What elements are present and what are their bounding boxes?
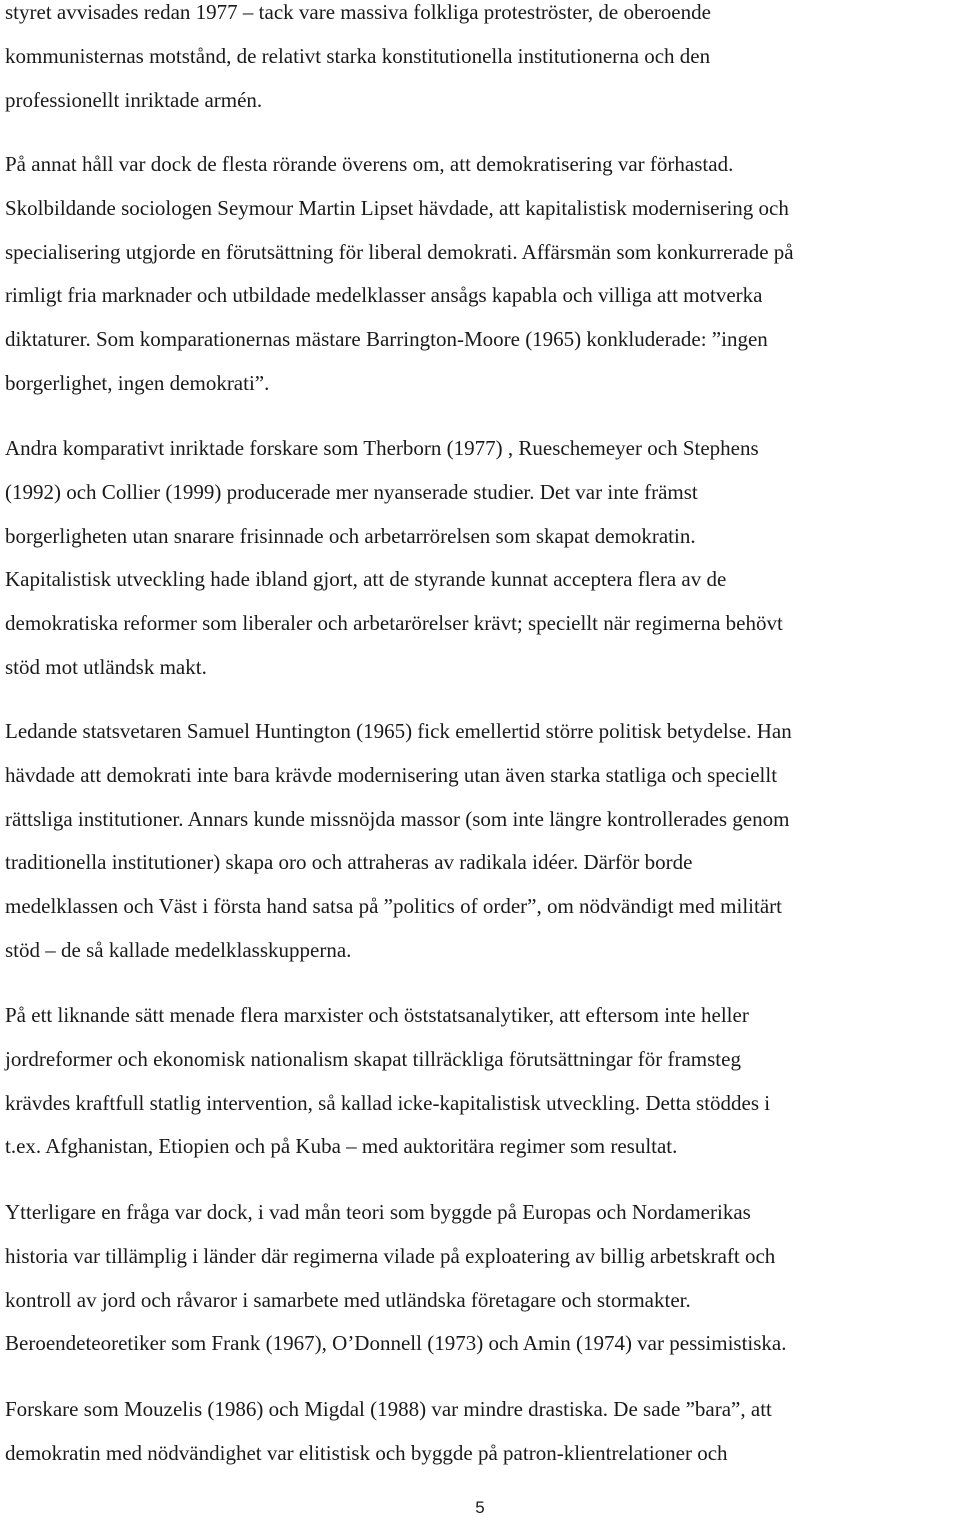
text-line: Skolbildande sociologen Seymour Martin Lipset hävdade, att kapitalistisk modernisering och bbox=[5, 195, 789, 220]
text-line: diktaturer. Som komparationernas mästare Barrington-Moore (1965) konkluderade: ”ingen bbox=[5, 327, 768, 352]
text-line: På annat håll var dock de flesta rörande överens om, att demokratisering var förhastad. bbox=[5, 152, 734, 176]
text-line: demokratiska reformer som liberaler och arbetarörelser krävt; speciellt när regimerna behövt bbox=[5, 611, 783, 636]
text-line: specialisering utgjorde en förutsättning för liberal demokrati. Affärsmän som konkurrerade på bbox=[5, 239, 794, 264]
text-line: Ytterligare en fråga var dock, i vad mån teori som byggde på Europas och Nordamerikas bbox=[5, 1200, 751, 1224]
text-line: t.ex. Afghanistan, Etiopien och på Kuba – med auktoritära regimer som resultat. bbox=[5, 1134, 678, 1159]
text-line: stöd mot utländsk makt. bbox=[5, 654, 207, 679]
text-line: Forskare som Mouzelis (1986) och Migdal (1988) var mindre drastiska. De sade ”bara”, att bbox=[5, 1397, 772, 1421]
paragraph-4 bbox=[5, 710, 957, 973]
text-line: Ledande statsvetaren Samuel Huntington (1965) fick emellertid större politisk betydelse. Han bbox=[5, 719, 792, 743]
page-number: 5 bbox=[475, 1498, 485, 1517]
paragraph-2 bbox=[5, 143, 957, 406]
text-line: jordreformer och ekonomisk nationalism skapat tillräckliga förutsättningar för framsteg bbox=[5, 1046, 741, 1071]
text-line: krävdes kraftfull statlig intervention, så kallad icke-kapitalistisk utveckling. Detta stöddes i bbox=[5, 1090, 771, 1115]
text-line: kommunisternas motstånd, de relativt starka konstitutionella institutionerna och den bbox=[5, 43, 711, 68]
text-line: (1992) och Collier (1999) producerade mer nyanserade studier. Det var inte främst bbox=[5, 479, 698, 504]
text-line: traditionella institutioner) skapa oro och attraheras av radikala idéer. Därför borde bbox=[5, 850, 693, 875]
text-line: borgerligheten utan snarare frisinnade och arbetarrörelsen som skapat demokratin. bbox=[5, 523, 696, 548]
paragraph-1 bbox=[5, 0, 957, 122]
text-line: Kapitalistisk utveckling hade ibland gjort, att de styrande kunnat acceptera flera av de bbox=[5, 567, 727, 592]
text-line: professionellt inriktade armén. bbox=[5, 87, 263, 112]
text-line: rimligt fria marknader och utbildade medelklasser ansågs kapabla och villiga att motverka bbox=[5, 283, 763, 308]
text-line: stöd – de så kallade medelklasskupperna. bbox=[5, 937, 352, 962]
text-line: historia var tillämplig i länder där regimerna vilade på exploatering av billig arbetskraft och bbox=[5, 1243, 776, 1268]
text-line: borgerlighet, ingen demokrati”. bbox=[5, 370, 270, 395]
text-line: demokratin med nödvändighet var elitistisk och byggde på patron-klientrelationer och bbox=[5, 1440, 728, 1465]
paragraph-5 bbox=[5, 994, 957, 1169]
paragraph-7 bbox=[5, 1388, 957, 1476]
text-line: På ett liknande sätt menade flera marxister och öststatsanalytiker, att eftersom inte heller bbox=[5, 1003, 749, 1027]
text-line: medelklassen och Väst i första hand satsa på ”politics of order”, om nödvändigt med militärt bbox=[5, 894, 782, 919]
text-line: styret avvisades redan 1977 – tack vare massiva folkliga proteströster, de oberoende bbox=[5, 0, 711, 24]
text-line: rättsliga institutioner. Annars kunde missnöjda massor (som inte längre kontrollerades genom bbox=[5, 806, 790, 831]
text-line: Beroendeteoretiker som Frank (1967), O’Donnell (1973) och Amin (1974) var pessimistiska. bbox=[5, 1331, 787, 1356]
text-line: Andra komparativt inriktade forskare som Therborn (1977) , Rueschemeyer och Stephens bbox=[5, 436, 759, 460]
paragraph-3 bbox=[5, 427, 957, 690]
paragraph-6 bbox=[5, 1191, 957, 1366]
text-line: hävdade att demokrati inte bara krävde modernisering utan även starka statliga och speciellt bbox=[5, 762, 778, 787]
text-line: kontroll av jord och råvaror i samarbete med utländska företagare och stormakter. bbox=[5, 1287, 691, 1312]
